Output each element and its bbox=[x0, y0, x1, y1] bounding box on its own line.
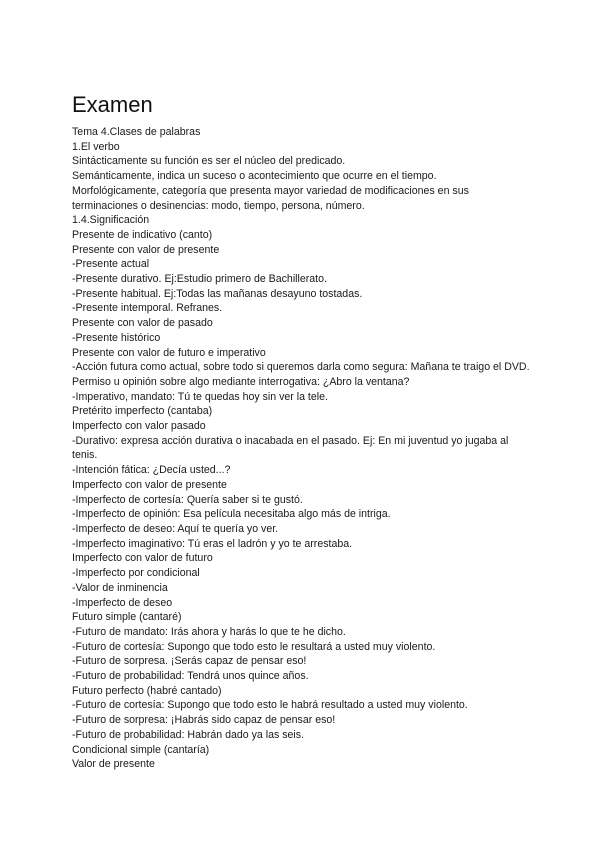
document-title: Examen bbox=[72, 92, 153, 117]
text-line: -Presente histórico bbox=[72, 331, 161, 344]
text-line: Futuro simple (cantaré) bbox=[72, 611, 182, 624]
text-line: Imperfecto con valor de futuro bbox=[72, 552, 213, 565]
text-line: Condicional simple (cantaría) bbox=[72, 743, 210, 756]
text-line: -Acción futura como actual, sobre todo si queremos darla como segura: Mañana te traigo el DVD. Permiso u opinión sobre algo mediante interrogativa: ¿Abro la ventana? bbox=[72, 361, 530, 388]
text-line: -Intención fática: ¿Decía usted...? bbox=[72, 464, 231, 477]
text-line: Semánticamente, indica un suceso o acontecimiento que ocurre en el tiempo. bbox=[72, 170, 437, 183]
text-line: -Futuro de probabilidad: Habrán dado ya las seis. bbox=[72, 728, 305, 741]
text-line: -Imperfecto de deseo bbox=[72, 596, 173, 609]
text-line: -Imperfecto de opinión: Esa película necesitaba algo más de intriga. bbox=[72, 508, 391, 521]
text-line: -Durativo: expresa acción durativa o inacabada en el pasado. Ej: En mi juventud yo jugaba al tenis. bbox=[72, 434, 509, 462]
text-line: -Imperfecto imaginativo: Tú eras el ladrón y yo te arrestaba. bbox=[72, 537, 353, 550]
document-body bbox=[72, 125, 532, 772]
text-line: -Futuro de mandato: Irás ahora y harás lo que te he dicho. bbox=[72, 625, 346, 638]
text-line: -Presente durativo. Ej:Estudio primero de Bachillerato. bbox=[72, 273, 327, 286]
text-line: -Futuro de probabilidad: Tendrá unos quince años. bbox=[72, 670, 309, 683]
text-line: -Futuro de cortesía: Supongo que todo esto le habrá resultado a usted muy violento. bbox=[72, 699, 468, 712]
text-line: -Futuro de cortesía: Supongo que todo esto le resultará a usted muy violento. bbox=[72, 640, 436, 653]
text-line: -Valor de inminencia bbox=[72, 581, 168, 594]
text-line: 1.El verbo bbox=[72, 140, 120, 153]
text-line: -Futuro de sorpresa: ¡Habrás sido capaz de pensar eso! bbox=[72, 714, 336, 727]
text-line: -Imperfecto de cortesía: Quería saber si te gustó. bbox=[72, 493, 303, 506]
text-line: Futuro perfecto (habré cantado) bbox=[72, 684, 222, 697]
text-line: Morfológicamente, categoría que presenta mayor variedad de modificaciones en sus terminaciones o desinencias: modo, tiempo, persona, número. bbox=[72, 184, 469, 212]
text-line: Pretérito imperfecto (cantaba) bbox=[72, 405, 213, 418]
text-line: Imperfecto con valor pasado bbox=[72, 420, 206, 433]
text-line: Presente de indicativo (canto) bbox=[72, 228, 213, 241]
text-line: -Presente actual bbox=[72, 258, 150, 271]
text-line: -Presente habitual. Ej:Todas las mañanas desayuno tostadas. bbox=[72, 287, 363, 300]
text-line: Presente con valor de presente bbox=[72, 243, 220, 256]
text-line: -Futuro de sorpresa. ¡Serás capaz de pensar eso! bbox=[72, 655, 307, 668]
text-line: Valor de presente bbox=[72, 758, 155, 771]
text-line: Sintácticamente su función es ser el núcleo del predicado. bbox=[72, 155, 346, 168]
text-line: Imperfecto con valor de presente bbox=[72, 478, 227, 491]
text-line: Tema 4.Clases de palabras bbox=[72, 126, 201, 138]
text-line: Presente con valor de pasado bbox=[72, 317, 213, 330]
text-line: 1.4.Significación bbox=[72, 214, 150, 227]
text-line: -Imperfecto por condicional bbox=[72, 567, 200, 580]
text-line: Presente con valor de futuro e imperativo bbox=[72, 346, 266, 359]
text-line: -Imperativo, mandato: Tú te quedas hoy sin ver la tele. bbox=[72, 390, 328, 403]
text-line: -Imperfecto de deseo: Aquí te quería yo ver. bbox=[72, 522, 279, 535]
text-line: -Presente intemporal. Refranes. bbox=[72, 302, 223, 315]
